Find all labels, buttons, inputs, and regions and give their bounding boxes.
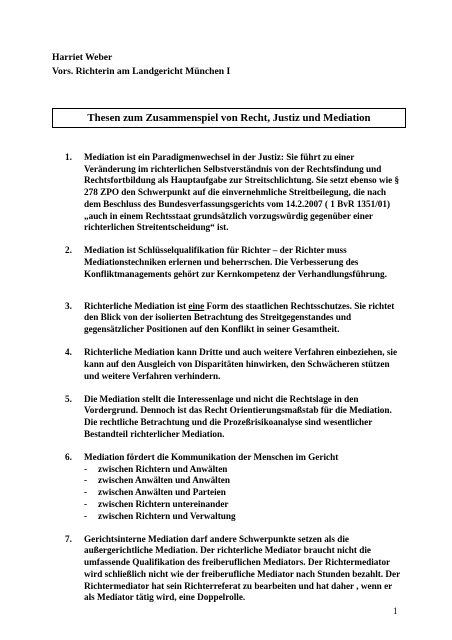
thesis-number: 1.: [65, 152, 72, 162]
text-line: gegensätzlicher Positionen auf den Konflikt in seiner Gesamtheit.: [84, 323, 340, 334]
thesis-number: 6.: [65, 452, 72, 463]
list-item: - zwischen Richtern und Verwaltung: [84, 510, 236, 521]
text-line: kann auf den Ausgleich von Disparitäten hinwirken, den Schwächeren stützen: [84, 358, 390, 369]
thesis-text: [84, 394, 410, 441]
thesis-6: [65, 452, 410, 522]
text-line: dem Beschluss des Bundesverfassungsgerichts vom 14.2.2007 ( 1 BvR 1351/01): [84, 198, 391, 209]
text-line: Richtermediator hat sein Richterreferat zu bearbeiten und hat daher , wenn er: [84, 580, 393, 591]
theses-list: [65, 152, 410, 604]
thesis-3: [65, 301, 410, 336]
text-line: und weitere Verfahren verhindern.: [84, 370, 221, 381]
text-line: Mediation fördert die Kommunikation der Menschen im Gericht: [84, 452, 339, 463]
text-line: [84, 301, 410, 313]
thesis-text: [84, 301, 410, 336]
thesis-2: [65, 245, 410, 280]
list-item: - zwischen Anwälten und Parteien: [84, 487, 226, 498]
thesis-text: [84, 152, 410, 234]
text-line: außergerichtliche Mediation. Der richterliche Mediator braucht nicht die: [84, 545, 371, 556]
thesis-text: [84, 347, 410, 382]
subitem-text: zwischen Richtern und Anwälten: [98, 463, 228, 474]
thesis-text: [84, 534, 410, 604]
text-line: Bestandteil richterlicher Mediation.: [84, 428, 225, 439]
text-line: wird schließlich nicht wie der freiberufliche Mediator nach Stunden bezahlt. Der: [84, 568, 401, 579]
author-block: [52, 51, 230, 79]
text-fragment: Form des staatlichen Rechtsschutzes. Sie richtet: [204, 300, 395, 311]
text-line: Vordergrund. Dennoch ist das Recht Orientierungsmaßstab für die Mediation.: [84, 405, 392, 416]
document-title: Thesen zum Zusammenspiel von Recht, Justiz und Mediation: [87, 112, 371, 124]
author-name: Harriet Weber: [52, 52, 113, 63]
author-position: Vors. Richterin am Landgericht München I: [52, 66, 231, 77]
text-line: Mediation ist Schlüsselqualifikation für Richter – der Richter muss: [84, 245, 347, 256]
thesis-text: [84, 452, 410, 522]
title-box: [52, 108, 406, 128]
text-line: Gerichtsinterne Mediation darf andere Schwerpunkte setzen als die: [84, 533, 349, 544]
subitem-text: zwischen Anwälten und Anwälten: [98, 475, 230, 486]
thesis-number: 5.: [65, 393, 72, 404]
thesis-number: 4.: [65, 347, 72, 358]
list-item: - zwischen Anwälten und Anwälten: [84, 475, 230, 486]
text-line: Die rechtliche Betrachtung und die Prozeßrisikoanalyse sind wesentlicher: [84, 417, 373, 428]
text-line: Die Mediation stellt die Interessenlage und nicht die Rechtslage in den: [84, 393, 359, 404]
text-line: Veränderung im richterlichen Selbstverständnis von der Rechtsfindung und: [84, 163, 382, 174]
text-line: 278 ZPO den Schwerpunkt auf die einvernehmliche Streitbeilegung, die nach: [84, 187, 387, 198]
thesis-7: [65, 534, 410, 604]
thesis-1: [65, 152, 410, 234]
thesis-number: 2.: [65, 245, 72, 256]
thesis-number: 7.: [65, 533, 72, 544]
list-item: - zwischen Richtern untereinander: [84, 498, 229, 509]
page-number: 1: [393, 606, 398, 616]
thesis-4: [65, 347, 410, 382]
thesis-number: 3.: [65, 300, 72, 311]
text-line: Konfliktmanagements gehört zur Kernkompetenz der Verhandlungsführung.: [84, 268, 387, 279]
text-line: Mediationstechniken erlernen und beherrschen. Die Verbesserung des: [84, 257, 359, 268]
text-line: als Mediator tätig wird, eine Doppelrolle.: [84, 592, 246, 603]
text-line: umfassende Qualifikation des freiberuflichen Mediators. Der Richtermediator: [84, 557, 391, 568]
subitem-text: zwischen Richtern und Verwaltung: [98, 510, 236, 521]
underlined-word: eine: [188, 300, 205, 311]
text-line: Mediation ist ein Paradigmenwechsel in der Justiz: Sie führt zu einer: [84, 152, 355, 162]
thesis-5: [65, 394, 410, 441]
thesis-text: [84, 245, 410, 280]
list-item: - zwischen Richtern und Anwälten: [84, 463, 228, 474]
text-line: den Blick von der isolierten Betrachtung des Streitgegenstandes und: [84, 312, 352, 323]
text-line: richterlichen Streitentscheidung“ ist.: [84, 222, 229, 233]
text-fragment: Richterliche Mediation ist: [84, 300, 189, 311]
text-line: Richterliche Mediation kann Dritte und auch weitere Verfahren einbeziehen, sie: [84, 347, 398, 358]
text-line: Rechtsfortbildung als Hauptaufgabe zur Streitschlichtung. Sie setzt ebenso wie §: [84, 175, 400, 186]
subitem-text: zwischen Anwälten und Parteien: [98, 487, 226, 498]
text-line: „auch in einem Rechtsstaat grundsätzlich vorzugswürdig gegenüber einer: [84, 210, 373, 221]
subitem-text: zwischen Richtern untereinander: [98, 498, 229, 509]
